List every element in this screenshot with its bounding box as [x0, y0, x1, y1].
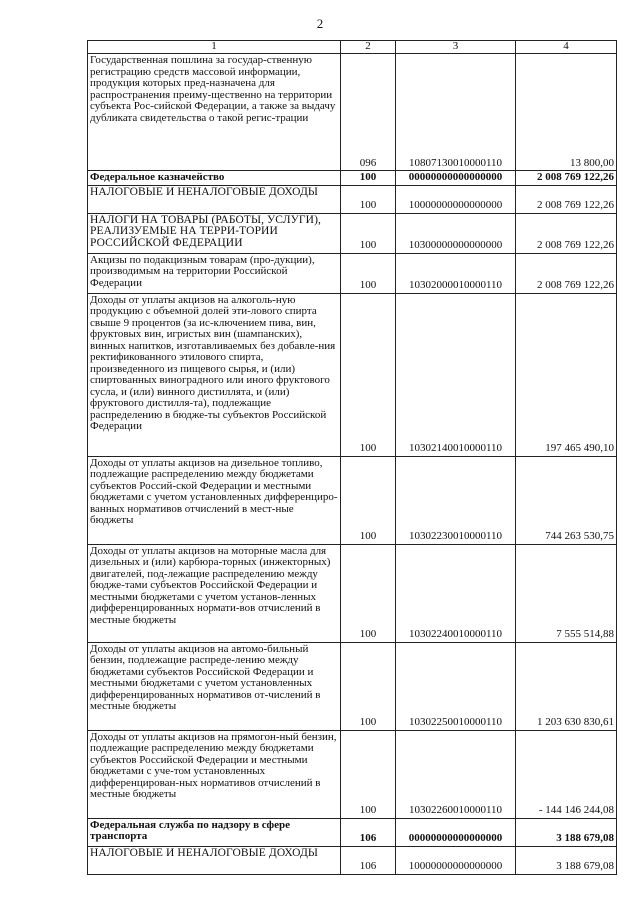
- table-row: [88, 730, 617, 818]
- row-name: Доходы от уплаты акцизов на моторные масла для дизельных и (или) карбюра-торных (инжекторных) двигателей, под-лежащие распределению между бюдже-тами субъектов Российской Федерации и местными бюджетами с учетом установ-ленных дифференцированных нормати-вов отчислений в местные бюджеты: [88, 544, 341, 642]
- row-amount: - 144 146 244,08: [516, 730, 617, 818]
- row-name: Доходы от уплаты акцизов на алкоголь-ную продукцию с объемной долей эти-лового спирта свыше 9 процентов (за ис-ключением пива, вин, фруктовых вин, игристых вин (шампанских), винных напитков, изготавливаемых без добавле-ния ректификованного этилового спирта, произведенного из пищевого сырья, и (или) спиртованных виноградного или иного фруктового сусла, и (или) винного дистиллята, и (или) фруктового дистилля-та), подлежащие распределению в бюдже-ты субъектов Российской Федерации: [88, 293, 341, 456]
- row-budget-code: 10302140010000110: [396, 293, 516, 456]
- row-admin-code: 100: [341, 293, 396, 456]
- row-budget-code: 10300000000000000: [396, 213, 516, 253]
- row-budget-code: 00000000000000000: [396, 818, 516, 846]
- row-admin-code: 100: [341, 730, 396, 818]
- row-name: НАЛОГОВЫЕ И НЕНАЛОГОВЫЕ ДОХОДЫ: [88, 185, 341, 213]
- row-name: Государственная пошлина за государ-ственную регистрацию средств массовой информации, продукция которых пред-назначена для распространения преиму-щественно на территории субъекта Рос-сийской Федерации, а также за выдачу дубликата свидетельства о такой регис-трации: [88, 54, 341, 171]
- column-header-3: 3: [396, 41, 516, 54]
- table-row: [88, 818, 617, 846]
- row-amount: 7 555 514,88: [516, 544, 617, 642]
- table-row: [88, 54, 617, 171]
- row-budget-code: 10302260010000110: [396, 730, 516, 818]
- table-row: [88, 185, 617, 213]
- row-name: Доходы от уплаты акцизов на прямогон-ный бензин, подлежащие распределению между бюджетами субъектов Российской Федерации и местными бюджетами с уче-том установленных дифференцирован-ных нормативов отчислений в местные бюджеты: [88, 730, 341, 818]
- row-budget-code: 10807130010000110: [396, 54, 516, 171]
- table-row: [88, 293, 617, 456]
- row-name: НАЛОГИ НА ТОВАРЫ (РАБОТЫ, УСЛУГИ), РЕАЛИЗУЕМЫЕ НА ТЕРРИ-ТОРИИ РОССИЙСКОЙ ФЕДЕРАЦИИ: [88, 213, 341, 253]
- row-budget-code: 00000000000000000: [396, 171, 516, 186]
- row-name: Федеральное казначейство: [88, 171, 341, 186]
- row-budget-code: 10000000000000000: [396, 846, 516, 874]
- row-amount: 197 465 490,10: [516, 293, 617, 456]
- row-budget-code: 10302000010000110: [396, 253, 516, 293]
- row-admin-code: 100: [341, 544, 396, 642]
- row-admin-code: 100: [341, 213, 396, 253]
- row-amount: 3 188 679,08: [516, 846, 617, 874]
- row-admin-code: 100: [341, 253, 396, 293]
- table-row: [88, 213, 617, 253]
- row-admin-code: 100: [341, 456, 396, 544]
- row-amount: 2 008 769 122,26: [516, 253, 617, 293]
- column-header-2: 2: [341, 41, 396, 54]
- table-row: [88, 846, 617, 874]
- row-budget-code: 10000000000000000: [396, 185, 516, 213]
- revenue-table: [87, 40, 617, 875]
- row-name: Доходы от уплаты акцизов на дизельное топливо, подлежащие распределению между бюджетами субъектов Россий-ской Федерации и местными бюджетами с учетом установленных дифференциро-ванных нормативов отчислений в мест-ные бюджеты: [88, 456, 341, 544]
- row-name: Доходы от уплаты акцизов на автомо-бильный бензин, подлежащие распреде-лению между бюджетами субъектов Российской Федерации и местными бюджетами с учетом установленных дифференцированных нормативов от-числений в местные бюджеты: [88, 642, 341, 730]
- row-amount: 744 263 530,75: [516, 456, 617, 544]
- row-name: НАЛОГОВЫЕ И НЕНАЛОГОВЫЕ ДОХОДЫ: [88, 846, 341, 874]
- row-amount: 3 188 679,08: [516, 818, 617, 846]
- table-row: [88, 171, 617, 186]
- row-name: Акцизы по подакцизным товарам (про-дукции), производимым на территории Российской Федерации: [88, 253, 341, 293]
- row-admin-code: 106: [341, 818, 396, 846]
- table-row: [88, 253, 617, 293]
- row-budget-code: 10302230010000110: [396, 456, 516, 544]
- table-row: [88, 544, 617, 642]
- column-header-4: 4: [516, 41, 617, 54]
- row-admin-code: 096: [341, 54, 396, 171]
- table-row: [88, 642, 617, 730]
- column-header-1: 1: [88, 41, 341, 54]
- row-amount: 2 008 769 122,26: [516, 171, 617, 186]
- row-budget-code: 10302240010000110: [396, 544, 516, 642]
- revenue-table-body: [88, 41, 617, 875]
- table-row: [88, 456, 617, 544]
- row-amount: 13 800,00: [516, 54, 617, 171]
- table-header-row: [88, 41, 617, 54]
- row-amount: 2 008 769 122,26: [516, 213, 617, 253]
- row-amount: 1 203 630 830,61: [516, 642, 617, 730]
- page-number: 2: [316, 16, 324, 31]
- row-admin-code: 100: [341, 171, 396, 186]
- row-budget-code: 10302250010000110: [396, 642, 516, 730]
- row-name: Федеральная служба по надзору в сфере транспорта: [88, 818, 341, 846]
- row-admin-code: 100: [341, 642, 396, 730]
- row-admin-code: 106: [341, 846, 396, 874]
- row-amount: 2 008 769 122,26: [516, 185, 617, 213]
- row-admin-code: 100: [341, 185, 396, 213]
